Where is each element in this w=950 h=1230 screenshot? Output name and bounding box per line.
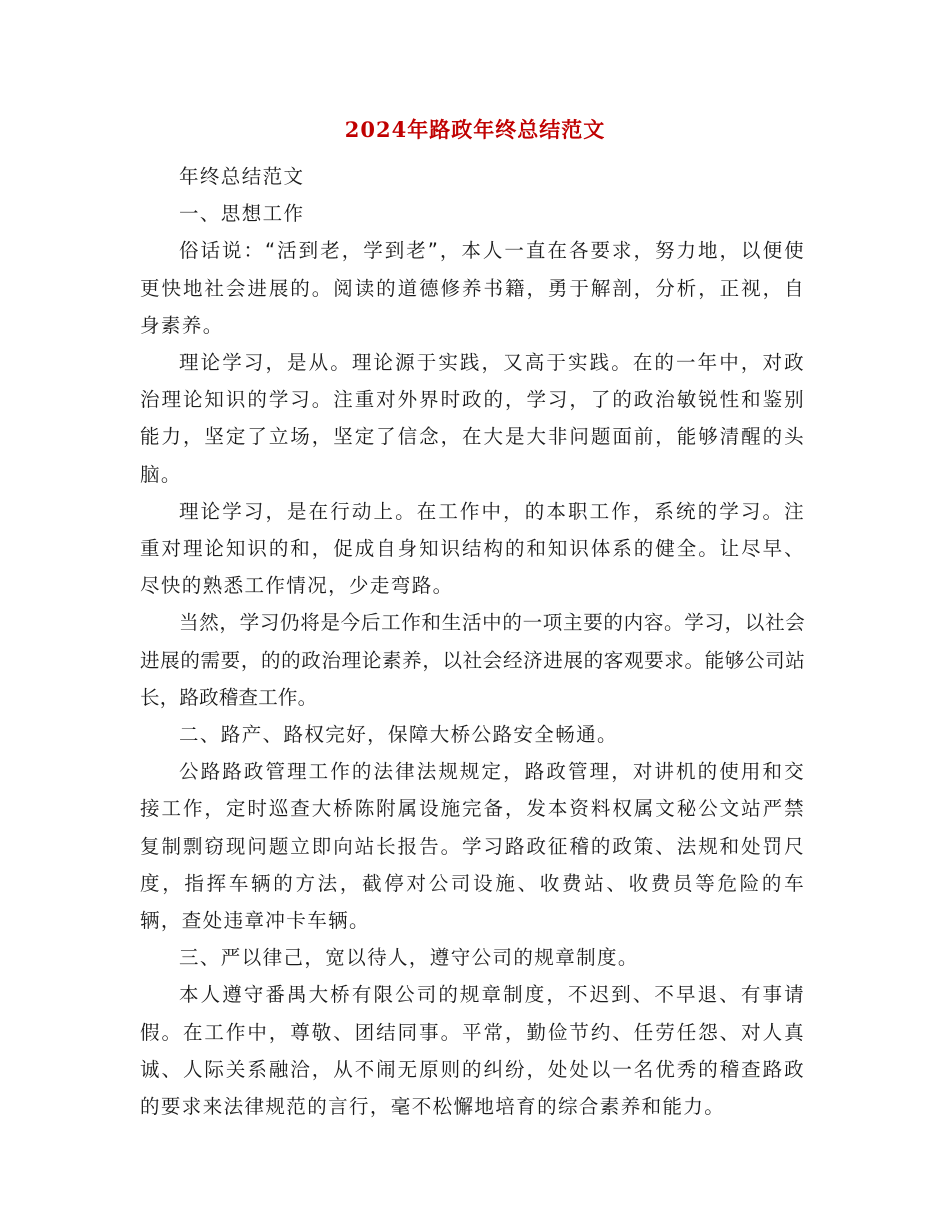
paragraph: 理论学习，是在行动上。在工作中，的本职工作，系统的学习。注重对理论知识的和，促成自身知识结构的和知识体系的健全。让尽早、尽快的熟悉工作情况，少走弯路。 xyxy=(140,499,805,598)
document-body xyxy=(140,158,805,1125)
paragraph-subtitle: 年终总结范文 xyxy=(179,165,305,188)
paragraph: 本人遵守番禺大桥有限公司的规章制度，不迟到、不早退、有事请假。在工作中，尊敬、团结同事。平常，勤俭节约、任劳任怨、对人真诚、人际关系融洽，从不闹无原则的纠纷，处处以一名优秀的稽查路政的要求来法律规范的言行，毫不松懈地培育的综合素养和能力。 xyxy=(140,983,805,1119)
document-title: 2024年路政年终总结范文 xyxy=(344,117,606,142)
paragraph: 当然，学习仍将是今后工作和生活中的一项主要的内容。学习，以社会进展的需要，的的政治理论素养，以社会经济进展的客观要求。能够公司站长，路政稽查工作。 xyxy=(140,611,805,709)
section-heading-2: 二、路产、路权完好，保障大桥公路安全畅通。 xyxy=(179,723,618,747)
paragraph: 公路路政管理工作的法律法规规定，路政管理，对讲机的使用和交接工作，定时巡查大桥陈附属设施完备，发本资料权属文秘公文站严禁复制剽窃现问题立即向站长报告。学习路政征稽的政策、法规和处罚尺度，指挥车辆的方法，截停对公司设施、收费站、收费员等危险的车辆，查处违章冲卡车辆。 xyxy=(140,760,805,933)
section-heading-1: 一、思想工作 xyxy=(179,202,305,226)
section-heading-3: 三、严以律己，宽以待人，遵守公司的规章制度。 xyxy=(179,946,639,970)
paragraph: 理论学习，是从。理论源于实践，又高于实践。在的一年中，对政治理论知识的学习。注重对外界时政的，学习，了的政治敏锐性和鉴别能力，坚定了立场，坚定了信念，在大是大非问题面前，能够清醒的头脑。 xyxy=(140,351,805,486)
paragraph: 俗话说：“活到老，学到老”，本人一直在各要求，努力地，以便使更快地社会进展的。阅读的道德修养书籍，勇于解剖，分析，正视，自身素养。 xyxy=(140,239,805,337)
